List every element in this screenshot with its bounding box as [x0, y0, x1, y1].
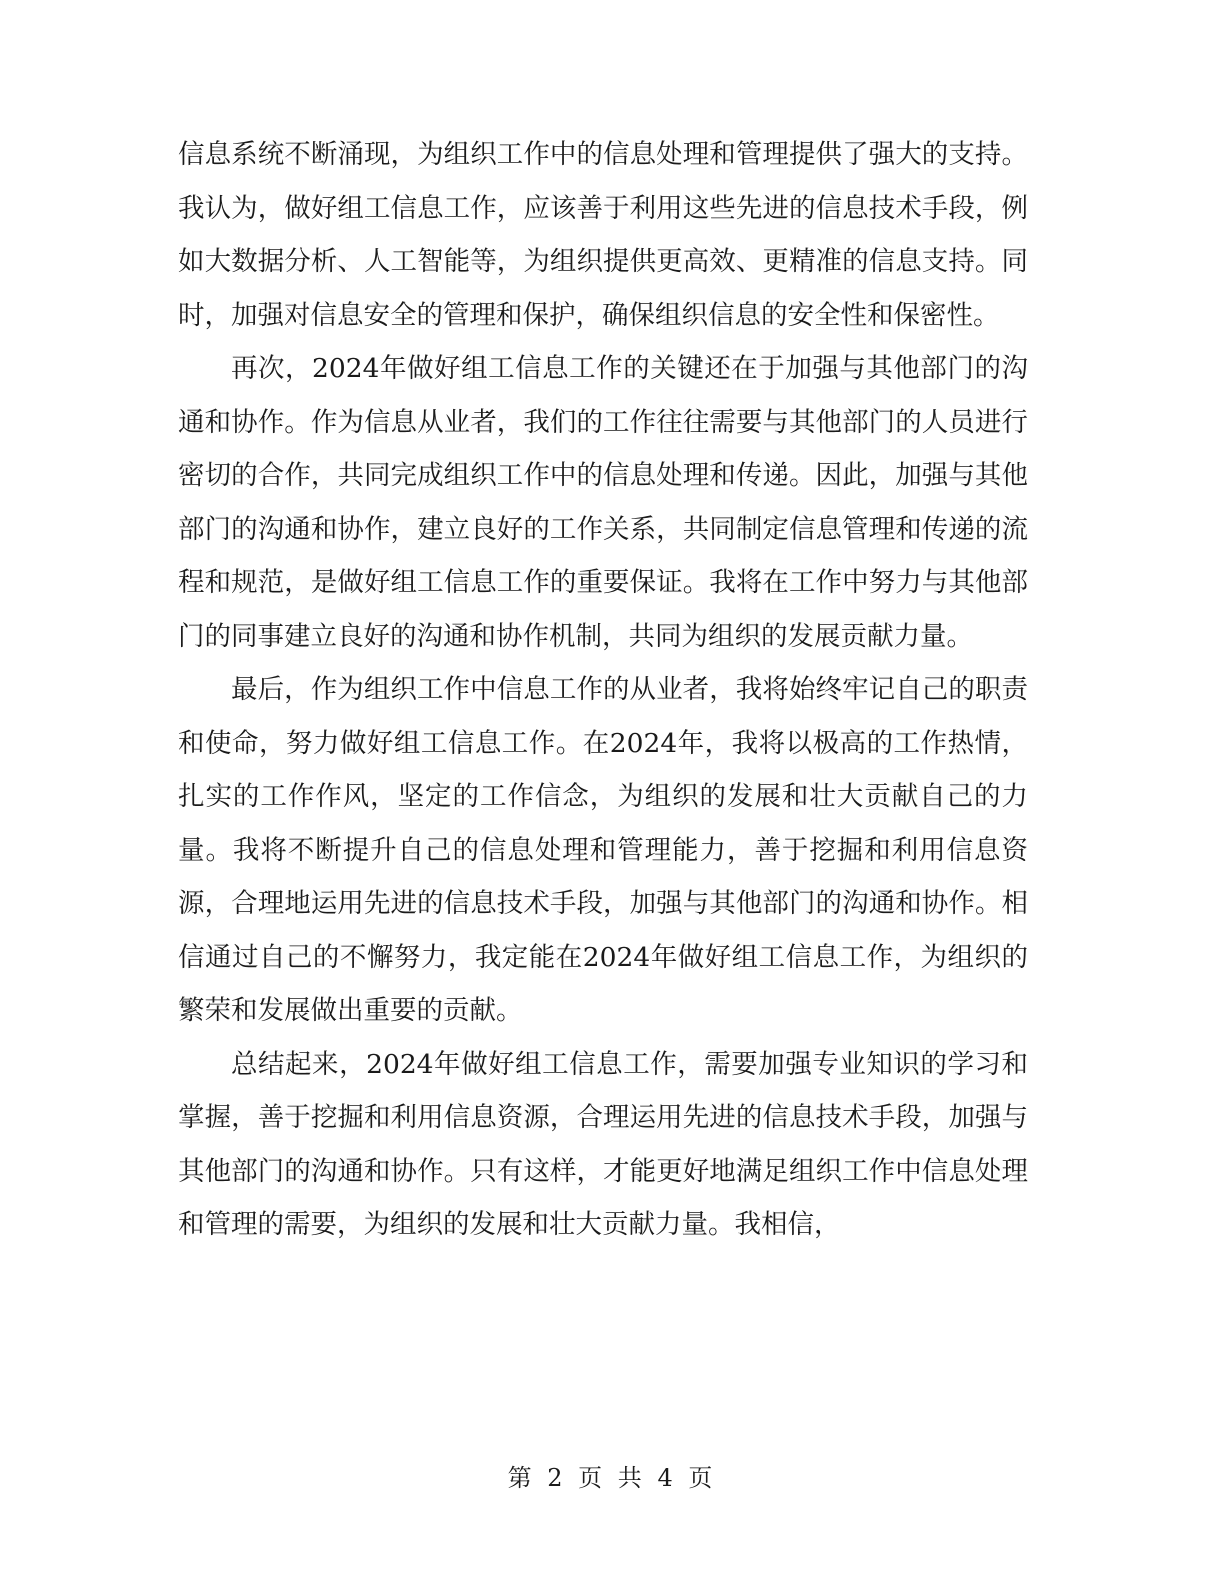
page-number-footer: 第 2 页 共 4 页	[507, 1464, 717, 1492]
document-body	[178, 128, 1028, 1252]
paragraph-2: 再次，2024年做好组工信息工作的关键还在于加强与其他部门的沟通和协作。作为信息从业者，我们的工作往往需要与其他部门的人员进行密切的合作，共同完成组织工作中的信息处理和传递。因此，加强与其他部门的沟通和协作，建立良好的工作关系，共同制定信息管理和传递的流程和规范，是做好组工信息工作的重要保证。我将在工作中努力与其他部门的同事建立良好的沟通和协作机制，共同为组织的发展贡献力量。	[178, 353, 1028, 652]
paragraph-1: 信息系统不断涌现，为组织工作中的信息处理和管理提供了强大的支持。我认为，做好组工信息工作，应该善于利用这些先进的信息技术手段，例如大数据分析、人工智能等，为组织提供更高效、更精准的信息支持。同时，加强对信息安全的管理和保护，确保组织信息的安全性和保密性。	[178, 139, 1028, 331]
paragraph-4: 总结起来，2024年做好组工信息工作，需要加强专业知识的学习和掌握，善于挖掘和利用信息资源，合理运用先进的信息技术手段，加强与其他部门的沟通和协作。只有这样，才能更好地满足组织工作中信息处理和管理的需要，为组织的发展和壮大贡献力量。我相信，	[178, 1048, 1028, 1240]
paragraph-3: 最后，作为组织工作中信息工作的从业者，我将始终牢记自己的职责和使命，努力做好组工信息工作。在2024年，我将以极高的工作热情，扎实的工作作风，坚定的工作信念，为组织的发展和壮大贡献自己的力量。我将不断提升自己的信息处理和管理能力，善于挖掘和利用信息资源，合理地运用先进的信息技术手段，加强与其他部门的沟通和协作。相信通过自己的不懈努力，我定能在2024年做好组工信息工作，为组织的繁荣和发展做出重要的贡献。	[178, 674, 1028, 1026]
